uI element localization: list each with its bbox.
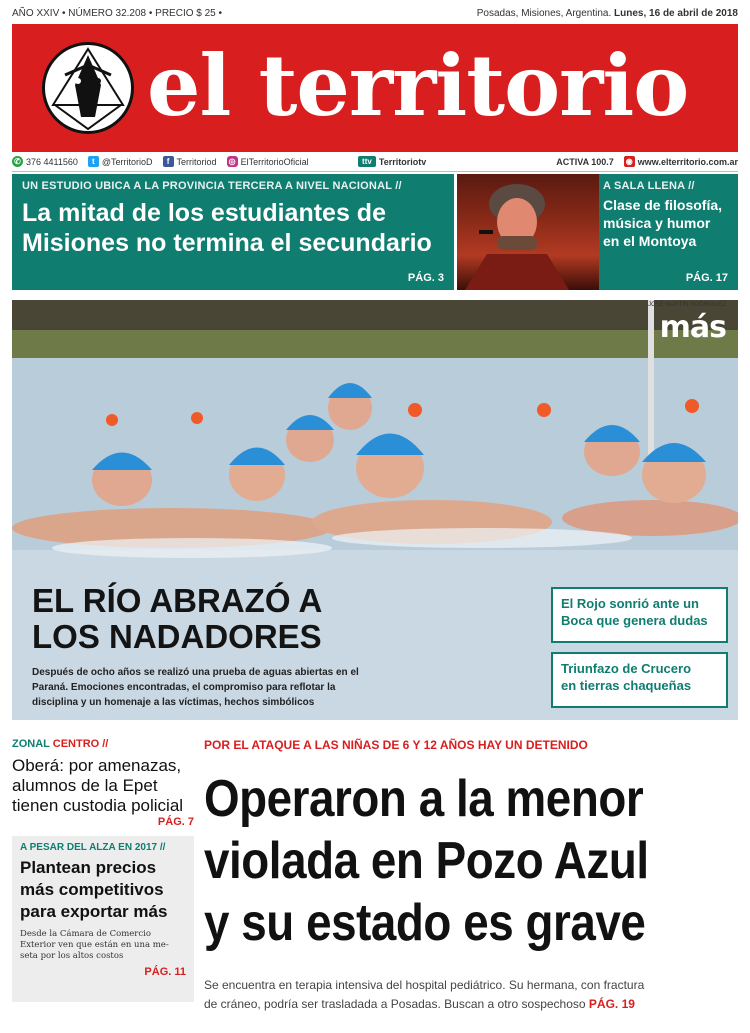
tv-link[interactable] [358, 156, 426, 167]
instagram-icon: ◎ [227, 156, 238, 167]
radio-name: ACTIVA 100.7 [556, 156, 614, 167]
performer-figure-icon [457, 174, 599, 290]
summary-line: seta por los altos costos [20, 951, 124, 961]
headline-line: en el Montoya [603, 233, 697, 249]
summary-line-last [204, 995, 738, 1014]
box-line: El Rojo sonrió ante un [561, 596, 699, 611]
side-story-text [603, 180, 732, 250]
lead-story-summary [204, 976, 738, 1014]
zonal-headline[interactable] [12, 756, 194, 816]
swim-description [32, 665, 412, 710]
headline-line: LOS NADADORES [32, 618, 322, 655]
masthead-title: el territorio [147, 36, 689, 135]
side-story-page: PÁG. 17 [685, 272, 728, 284]
photo-credit: JOSE MARTIN RODRIGUEZ [648, 302, 726, 308]
headline-line: Misiones no termina el secundario [22, 229, 432, 257]
tv-name: Territoriotv [378, 156, 427, 167]
bottom-section [12, 730, 738, 1019]
twitter-contact[interactable] [88, 156, 153, 167]
lead-story-kicker: POR EL ATAQUE A LAS NIÑAS DE 6 Y 12 AÑOS HAY UN DETENIDO [204, 738, 588, 752]
zonal-kicker [12, 738, 194, 750]
summary-text: de cráneo, podría ser trasladada a Posadas. Buscan a otro sospechoso [204, 997, 586, 1011]
side-story-headline [603, 196, 732, 250]
dateline-place: Posadas, Misiones, Argentina. [476, 7, 612, 19]
top-story-headline [22, 198, 444, 258]
website-link[interactable] [624, 156, 738, 167]
whatsapp-icon: ✆ [12, 156, 23, 167]
box-line: Boca que genera dudas [561, 613, 708, 628]
instagram-handle: ElTerritorioOficial [240, 156, 309, 167]
headline-line: más competitivos [20, 880, 164, 899]
headline-line: tienen custodia policial [12, 796, 184, 815]
twitter-icon: t [88, 156, 99, 167]
economy-headline [20, 857, 186, 923]
whatsapp-contact[interactable] [12, 156, 78, 167]
summary-line: Se encuentra en terapia intensiva del hospital pediátrico. Su hermana, con fractura [204, 978, 645, 992]
top-story-box[interactable] [12, 174, 454, 290]
headline-line: La mitad de los estudiantes de [22, 199, 386, 227]
twitter-handle: @TerritorioD [101, 156, 153, 167]
box-line: en tierras chaqueñas [561, 678, 692, 693]
headline-line: EL RÍO ABRAZÓ A [32, 582, 323, 619]
side-story-box[interactable] [457, 174, 738, 290]
summary-line: Desde la Cámara de Comercio [20, 929, 151, 939]
description-line: Después de ocho años se realizó una prueba de aguas abiertas en el [32, 667, 359, 678]
website-url: www.elterritorio.com.ar [637, 156, 738, 167]
economy-summary [20, 929, 186, 962]
face-logo-icon [45, 45, 131, 131]
headline-line: Operaron a la menor [204, 770, 644, 828]
description-line: disciplina y un homenaje a las víctimas, hechos simbólicos [32, 697, 315, 708]
headline-line: Clase de filosofía, [603, 197, 723, 213]
summary-line: Exterior ven que están en una me- [20, 940, 169, 950]
sports-box-river[interactable] [551, 587, 728, 643]
lead-story-page: PÁG. 19 [588, 997, 635, 1011]
dateline-date: Lunes, 16 de abril de 2018 [614, 7, 738, 19]
headline-line: música y humor [603, 215, 711, 231]
lead-story[interactable] [204, 730, 738, 1019]
headline-line: Oberá: por amenazas, [12, 756, 182, 775]
economy-kicker: A PESAR DEL ALZA EN 2017 // [20, 842, 166, 853]
whatsapp-number: 376 4411560 [26, 156, 78, 167]
description-line: Paraná. Emociones encontradas, el compromiso para reflotar la [32, 682, 336, 693]
swim-headline [32, 583, 412, 655]
facebook-contact[interactable] [163, 156, 217, 167]
headline-line: alumnos de la Epet [12, 776, 158, 795]
radio-link[interactable] [556, 157, 614, 167]
facebook-icon: f [163, 156, 174, 167]
zonal-page: PÁG. 7 [157, 816, 194, 828]
zonal-section: CENTRO // [52, 738, 109, 750]
issue-info-bar [12, 4, 738, 22]
box-line: Triunfazo de Crucero [561, 661, 692, 676]
side-story-kicker: A SALA LLENA // [603, 180, 695, 192]
top-story-page: PÁG. 3 [407, 272, 444, 284]
mas-badge: más [659, 310, 726, 345]
performer-photo [457, 174, 599, 290]
headline-line: violada en Pozo Azul [204, 832, 649, 890]
social-bar [12, 152, 738, 172]
sports-box-crucero[interactable] [551, 652, 728, 708]
social-right-group [358, 156, 738, 167]
economy-box[interactable] [12, 836, 194, 1002]
dateline [477, 8, 738, 19]
left-column [12, 730, 194, 1019]
globe-icon: ◉ [624, 156, 635, 167]
main-photo-caption[interactable] [32, 583, 412, 710]
issue-number: AÑO XXIV • NÚMERO 32.208 • PRECIO $ 25 • [12, 7, 223, 19]
headline-line: y su estado es grave [204, 894, 646, 952]
instagram-contact[interactable] [227, 156, 309, 167]
newspaper-logo-emblem [42, 42, 134, 134]
zonal-label: ZONAL [12, 738, 50, 750]
headline-line: para exportar más [20, 902, 168, 921]
facebook-handle: Territoriod [176, 156, 217, 167]
top-story-kicker: UN ESTUDIO UBICA A LA PROVINCIA TERCERA A NIVEL NACIONAL // [22, 180, 402, 192]
economy-page: PÁG. 11 [144, 966, 186, 978]
masthead [12, 24, 738, 152]
headline-line: Plantean precios [20, 858, 157, 877]
tv-icon: ttv [358, 156, 376, 167]
lead-story-headline [204, 768, 674, 954]
